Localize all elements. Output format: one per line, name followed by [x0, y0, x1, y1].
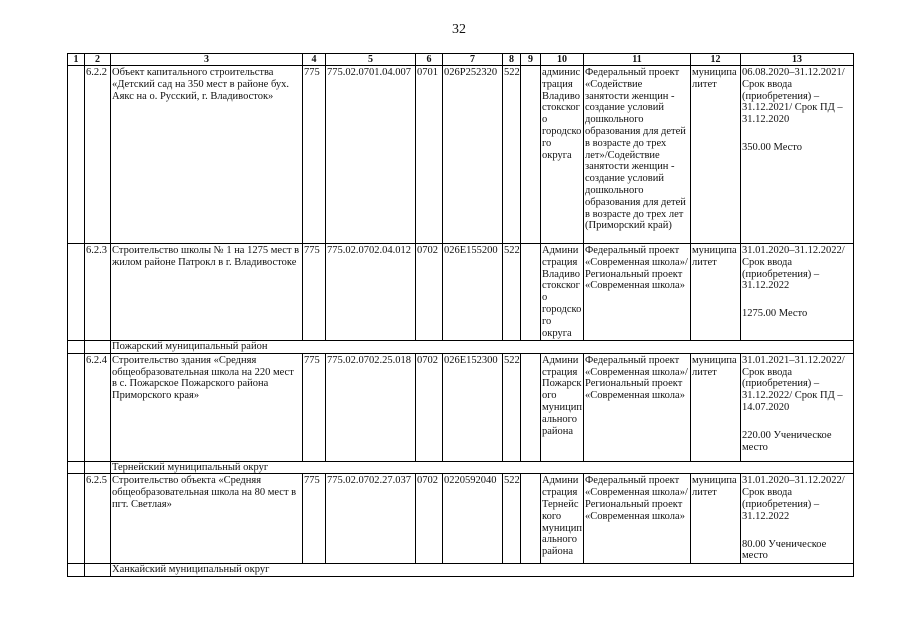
column-number: 2 — [85, 54, 111, 66]
section-title: Ханкайский муниципальный округ — [111, 564, 854, 577]
empty-cell — [68, 341, 85, 354]
object-name: Строительство школы № 1 на 1275 мест в жилом районе Патрокл в г. Владивостоке — [111, 244, 303, 341]
empty-cell — [68, 244, 85, 341]
ownership-level: муниципалитет — [691, 244, 741, 341]
section-code: 0702 — [416, 353, 443, 461]
project-name: Федеральный проект «Современная школа»/Региональный проект «Современная школа» — [584, 244, 691, 341]
item-number: 6.2.2 — [85, 66, 111, 244]
section-title: Пожарский муниципальный район — [111, 341, 854, 354]
classification-code: 775.02.0702.25.018 — [326, 353, 416, 461]
empty-cell — [521, 353, 541, 461]
column-number: 11 — [584, 54, 691, 66]
expense-type-code: 522 — [503, 244, 521, 341]
section-row — [68, 564, 854, 577]
construction-period: 31.01.2020–31.12.2022/ Срок ввода (приобретения) – 31.12.2022 — [742, 475, 845, 522]
empty-cell — [521, 66, 541, 244]
empty-cell — [521, 244, 541, 341]
ownership-level: муниципалитет — [691, 66, 741, 244]
item-number: 6.2.3 — [85, 244, 111, 341]
administrator-code: 775 — [303, 66, 326, 244]
construction-period: 31.01.2020–31.12.2022/ Срок ввода (приобретения) – 31.12.2022 — [742, 245, 845, 292]
expense-type-code: 522 — [503, 353, 521, 461]
object-name: Строительство объекта «Средняя общеобразовательная школа на 80 мест в пгт. Светлая» — [111, 474, 303, 564]
administrator-code: 775 — [303, 353, 326, 461]
period-and-capacity — [741, 353, 854, 461]
expense-type-code: 522 — [503, 474, 521, 564]
customer-name: администрация Владивостокского городского округа — [541, 66, 584, 244]
empty-cell — [68, 66, 85, 244]
table-header-row — [68, 54, 854, 66]
target-article-code: 026E152300 — [443, 353, 503, 461]
table-row — [68, 244, 854, 341]
page-number: 32 — [452, 22, 466, 37]
ownership-level: муниципалитет — [691, 474, 741, 564]
administrator-code: 775 — [303, 474, 326, 564]
administrator-code: 775 — [303, 244, 326, 341]
objects-table — [67, 53, 854, 577]
column-number: 9 — [521, 54, 541, 66]
construction-period: 06.08.2020–31.12.2021/ Срок ввода (приобретения) – 31.12.2021/ Срок ПД – 31.12.2020 — [742, 67, 845, 126]
period-and-capacity — [741, 474, 854, 564]
column-number: 8 — [503, 54, 521, 66]
column-number: 13 — [741, 54, 854, 66]
column-number: 5 — [326, 54, 416, 66]
empty-cell — [85, 461, 111, 474]
period-and-capacity — [741, 66, 854, 244]
section-code: 0702 — [416, 474, 443, 564]
column-number: 10 — [541, 54, 584, 66]
empty-cell — [521, 474, 541, 564]
capacity: 80.00 Ученическое место — [742, 538, 827, 562]
section-code: 0701 — [416, 66, 443, 244]
column-number: 12 — [691, 54, 741, 66]
empty-cell — [68, 564, 85, 577]
period-and-capacity — [741, 244, 854, 341]
classification-code: 775.02.0702.04.012 — [326, 244, 416, 341]
target-article-code: 0220592040 — [443, 474, 503, 564]
customer-name: Администрация Владивостокского городского округа — [541, 244, 584, 341]
capacity: 220.00 Ученическое место — [742, 429, 832, 453]
empty-cell — [85, 341, 111, 354]
table-row — [68, 353, 854, 461]
object-name: Объект капитального строительства «Детский сад на 350 мест в районе бух. Аякс на о. Русский, г. Владивосток» — [111, 66, 303, 244]
column-number: 4 — [303, 54, 326, 66]
expense-type-code: 522 — [503, 66, 521, 244]
column-number: 3 — [111, 54, 303, 66]
target-article-code: 026E155200 — [443, 244, 503, 341]
section-title: Тернейский муниципальный округ — [111, 461, 854, 474]
column-number: 7 — [443, 54, 503, 66]
customer-name: Администрация Пожарского муниципального района — [541, 353, 584, 461]
table-row — [68, 66, 854, 244]
column-number: 1 — [68, 54, 85, 66]
classification-code: 775.02.0701.04.007 — [326, 66, 416, 244]
construction-period: 31.01.2021–31.12.2022/ Срок ввода (приобретения) – 31.12.2022/ Срок ПД – 14.07.2020 — [742, 354, 845, 414]
empty-cell — [85, 564, 111, 577]
empty-cell — [68, 461, 85, 474]
section-row — [68, 341, 854, 354]
object-name: Строительство здания «Средняя общеобразовательная школа на 220 мест в с. Пожарское Пожарского района Приморского края» — [111, 353, 303, 461]
project-name: Федеральный проект «Современная школа»/Региональный проект «Современная школа» — [584, 474, 691, 564]
column-number: 6 — [416, 54, 443, 66]
project-name: Федеральный проект «Современная школа»/Региональный проект «Современная школа» — [584, 353, 691, 461]
capacity: 350.00 Место — [742, 141, 802, 153]
customer-name: Администрация Тернейского муниципального района — [541, 474, 584, 564]
table-row — [68, 474, 854, 564]
capacity: 1275.00 Место — [742, 308, 808, 320]
section-row — [68, 461, 854, 474]
empty-cell — [68, 353, 85, 461]
classification-code: 775.02.0702.27.037 — [326, 474, 416, 564]
section-code: 0702 — [416, 244, 443, 341]
item-number: 6.2.4 — [85, 353, 111, 461]
ownership-level: муниципалитет — [691, 353, 741, 461]
project-name: Федеральный проект «Содействие занятости женщин - создание условий дошкольного образования для детей в возрасте до трех лет»/Содействие занятости женщин - создание условий дошкольного образования для детей в возрасте до трех лет (Приморский край) — [584, 66, 691, 244]
item-number: 6.2.5 — [85, 474, 111, 564]
target-article-code: 026P252320 — [443, 66, 503, 244]
empty-cell — [68, 474, 85, 564]
